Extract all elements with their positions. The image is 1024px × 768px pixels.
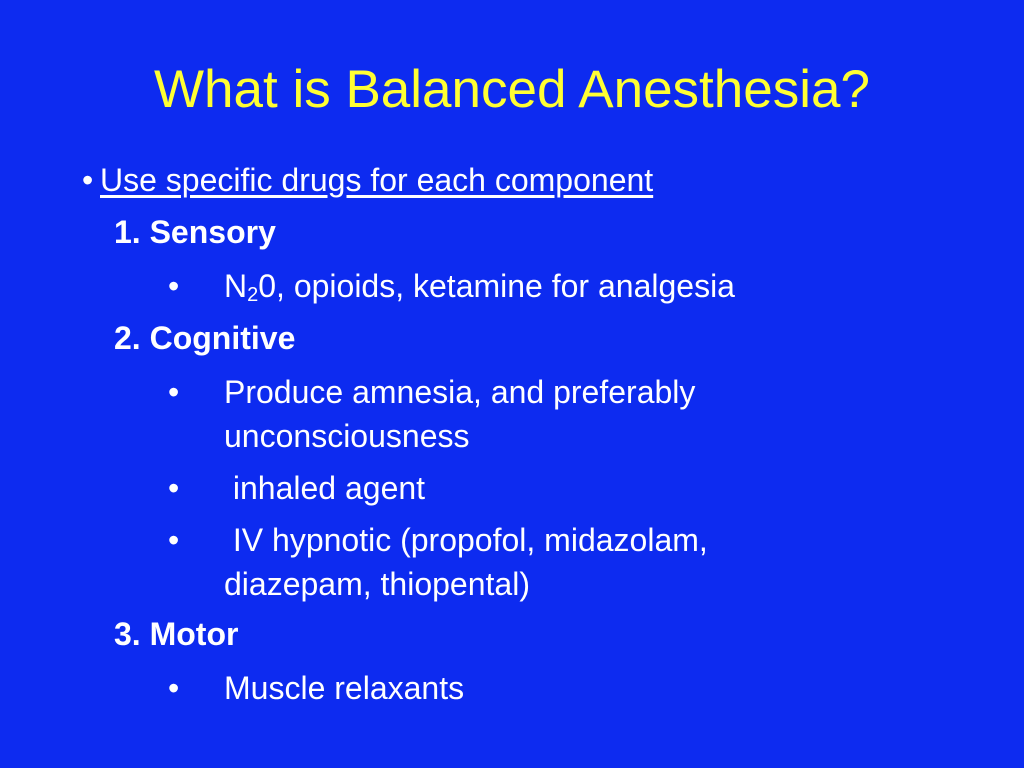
list-item-rest: 0, opioids, ketamine for analgesia <box>258 268 735 304</box>
bullet-marker: • <box>82 162 94 198</box>
main-point-text: Use specific drugs for each component <box>100 162 654 198</box>
bullet-marker: • <box>168 268 180 304</box>
section-heading-sensory: 1. Sensory <box>114 214 276 250</box>
list-item-text-continued: diazepam, thiopental) <box>224 566 530 602</box>
list-item-text: Muscle relaxants <box>224 670 465 706</box>
list-item-text <box>224 264 924 308</box>
bullet-marker: • <box>168 670 180 706</box>
bullet-marker: • <box>168 470 180 506</box>
slide-title: What is Balanced Anesthesia? <box>154 60 870 119</box>
bullet-marker: • <box>168 374 180 410</box>
section-heading-cognitive: 2. Cognitive <box>114 320 296 356</box>
chemical-subscript: 2 <box>247 284 259 306</box>
list-item-text: Produce amnesia, and preferably <box>224 374 696 410</box>
chemical-prefix: N <box>224 268 248 304</box>
list-item-text: IV hypnotic (propofol, midazolam, <box>224 522 708 558</box>
list-item-text: inhaled agent <box>224 470 426 506</box>
section-heading-motor: 3. Motor <box>114 616 239 652</box>
list-item-text-continued: unconsciousness <box>224 418 470 454</box>
bullet-marker: • <box>168 522 180 558</box>
